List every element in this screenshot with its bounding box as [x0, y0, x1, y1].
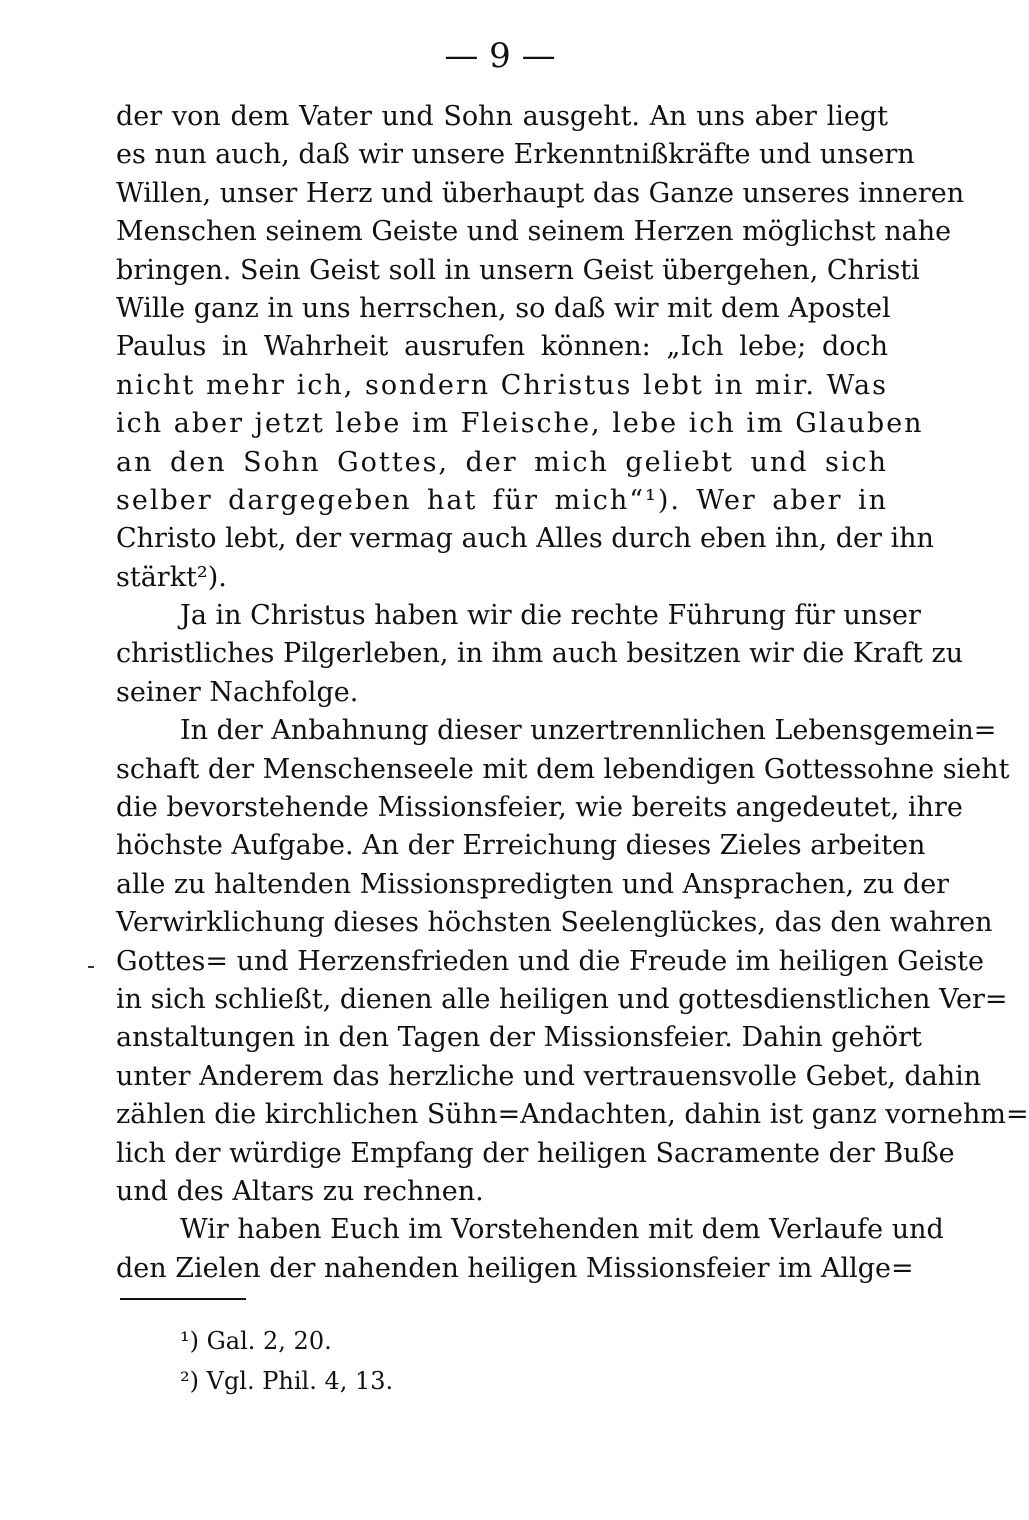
text-line: den Zielen der nahenden heiligen Missionsfeier im Allge=: [116, 1252, 914, 1284]
text-line: Paulus in Wahrheit ausrufen können: „Ich lebe; doch: [116, 331, 888, 363]
footnote: ¹) Gal. 2, 20.: [180, 1327, 332, 1355]
text-line: In der Anbahnung dieser unzertrennlichen Lebensgemein=: [180, 715, 997, 747]
footnote: ²) Vgl. Phil. 4, 13.: [180, 1367, 394, 1395]
text-line: Christo lebt, der vermag auch Alles durch eben ihn, der ihn: [116, 523, 934, 555]
text-line: unter Anderem das herzliche und vertrauensvolle Gebet, dahin: [116, 1060, 982, 1092]
text-line: bringen. Sein Geist soll in unsern Geist übergehen, Christi: [116, 254, 920, 286]
text-line: Wille ganz in uns herrschen, so daß wir mit dem Apostel: [116, 292, 891, 324]
text-line: anstaltungen in den Tagen der Missionsfeier. Dahin gehört: [116, 1022, 922, 1054]
text-line: und des Altars zu rechnen.: [116, 1175, 484, 1207]
text-line: schaft der Menschenseele mit dem lebendigen Gottessohne sieht: [116, 753, 1010, 785]
text-line: Willen, unser Herz und überhaupt das Ganze unseres inneren: [116, 177, 965, 209]
footnotes: [180, 1321, 680, 1401]
text-line: stärkt²).: [116, 561, 227, 593]
text-line: zählen die kirchlichen Sühn=Andachten, dahin ist ganz vornehm=: [116, 1099, 1029, 1131]
body-text: [116, 98, 1029, 1288]
text-line: die bevorstehende Missionsfeier, wie bereits angedeutet, ihre: [116, 792, 963, 824]
text-line: selber dargegeben hat für mich“¹). Wer aber in: [116, 484, 888, 516]
text-line: in sich schließt, dienen alle heiligen und gottesdienstlichen Ver=: [116, 983, 1008, 1015]
text-line: nicht mehr ich, sondern Christus lebt in mir. Was: [116, 369, 888, 401]
text-line: es nun auch, daß wir unsere Erkenntnißkräfte und unsern: [116, 139, 915, 171]
text-line: christliches Pilgerleben, in ihm auch besitzen wir die Kraft zu: [116, 638, 964, 670]
text-line: der von dem Vater und Sohn ausgeht. An uns aber liegt: [116, 101, 888, 132]
text-line: Gottes= und Herzensfrieden und die Freude im heiligen Geiste: [116, 945, 985, 977]
text-line: seiner Nachfolge.: [116, 676, 359, 708]
text-line: Menschen seinem Geiste und seinem Herzen möglichst nahe: [116, 216, 952, 248]
text-line: ich aber jetzt lebe im Fleische, lebe ich im Glauben: [116, 408, 924, 440]
text-line: lich der würdige Empfang der heiligen Sacramente der Buße: [116, 1137, 955, 1169]
footnote-separator: [120, 1298, 246, 1300]
text-line: Verwirklichung dieses höchsten Seelenglückes, das den wahren: [116, 907, 993, 939]
page-number: — 9 —: [444, 36, 556, 76]
margin-mark: [88, 966, 94, 968]
text-line: Wir haben Euch im Vorstehenden mit dem Verlaufe und: [180, 1214, 944, 1246]
text-line: höchste Aufgabe. An der Erreichung dieses Zieles arbeiten: [116, 830, 926, 862]
text-line: an den Sohn Gottes, der mich geliebt und sich: [116, 446, 888, 478]
text-line: Ja in Christus haben wir die rechte Führung für unser: [180, 600, 921, 632]
text-line: alle zu haltenden Missionspredigten und Ansprachen, zu der: [116, 868, 950, 900]
